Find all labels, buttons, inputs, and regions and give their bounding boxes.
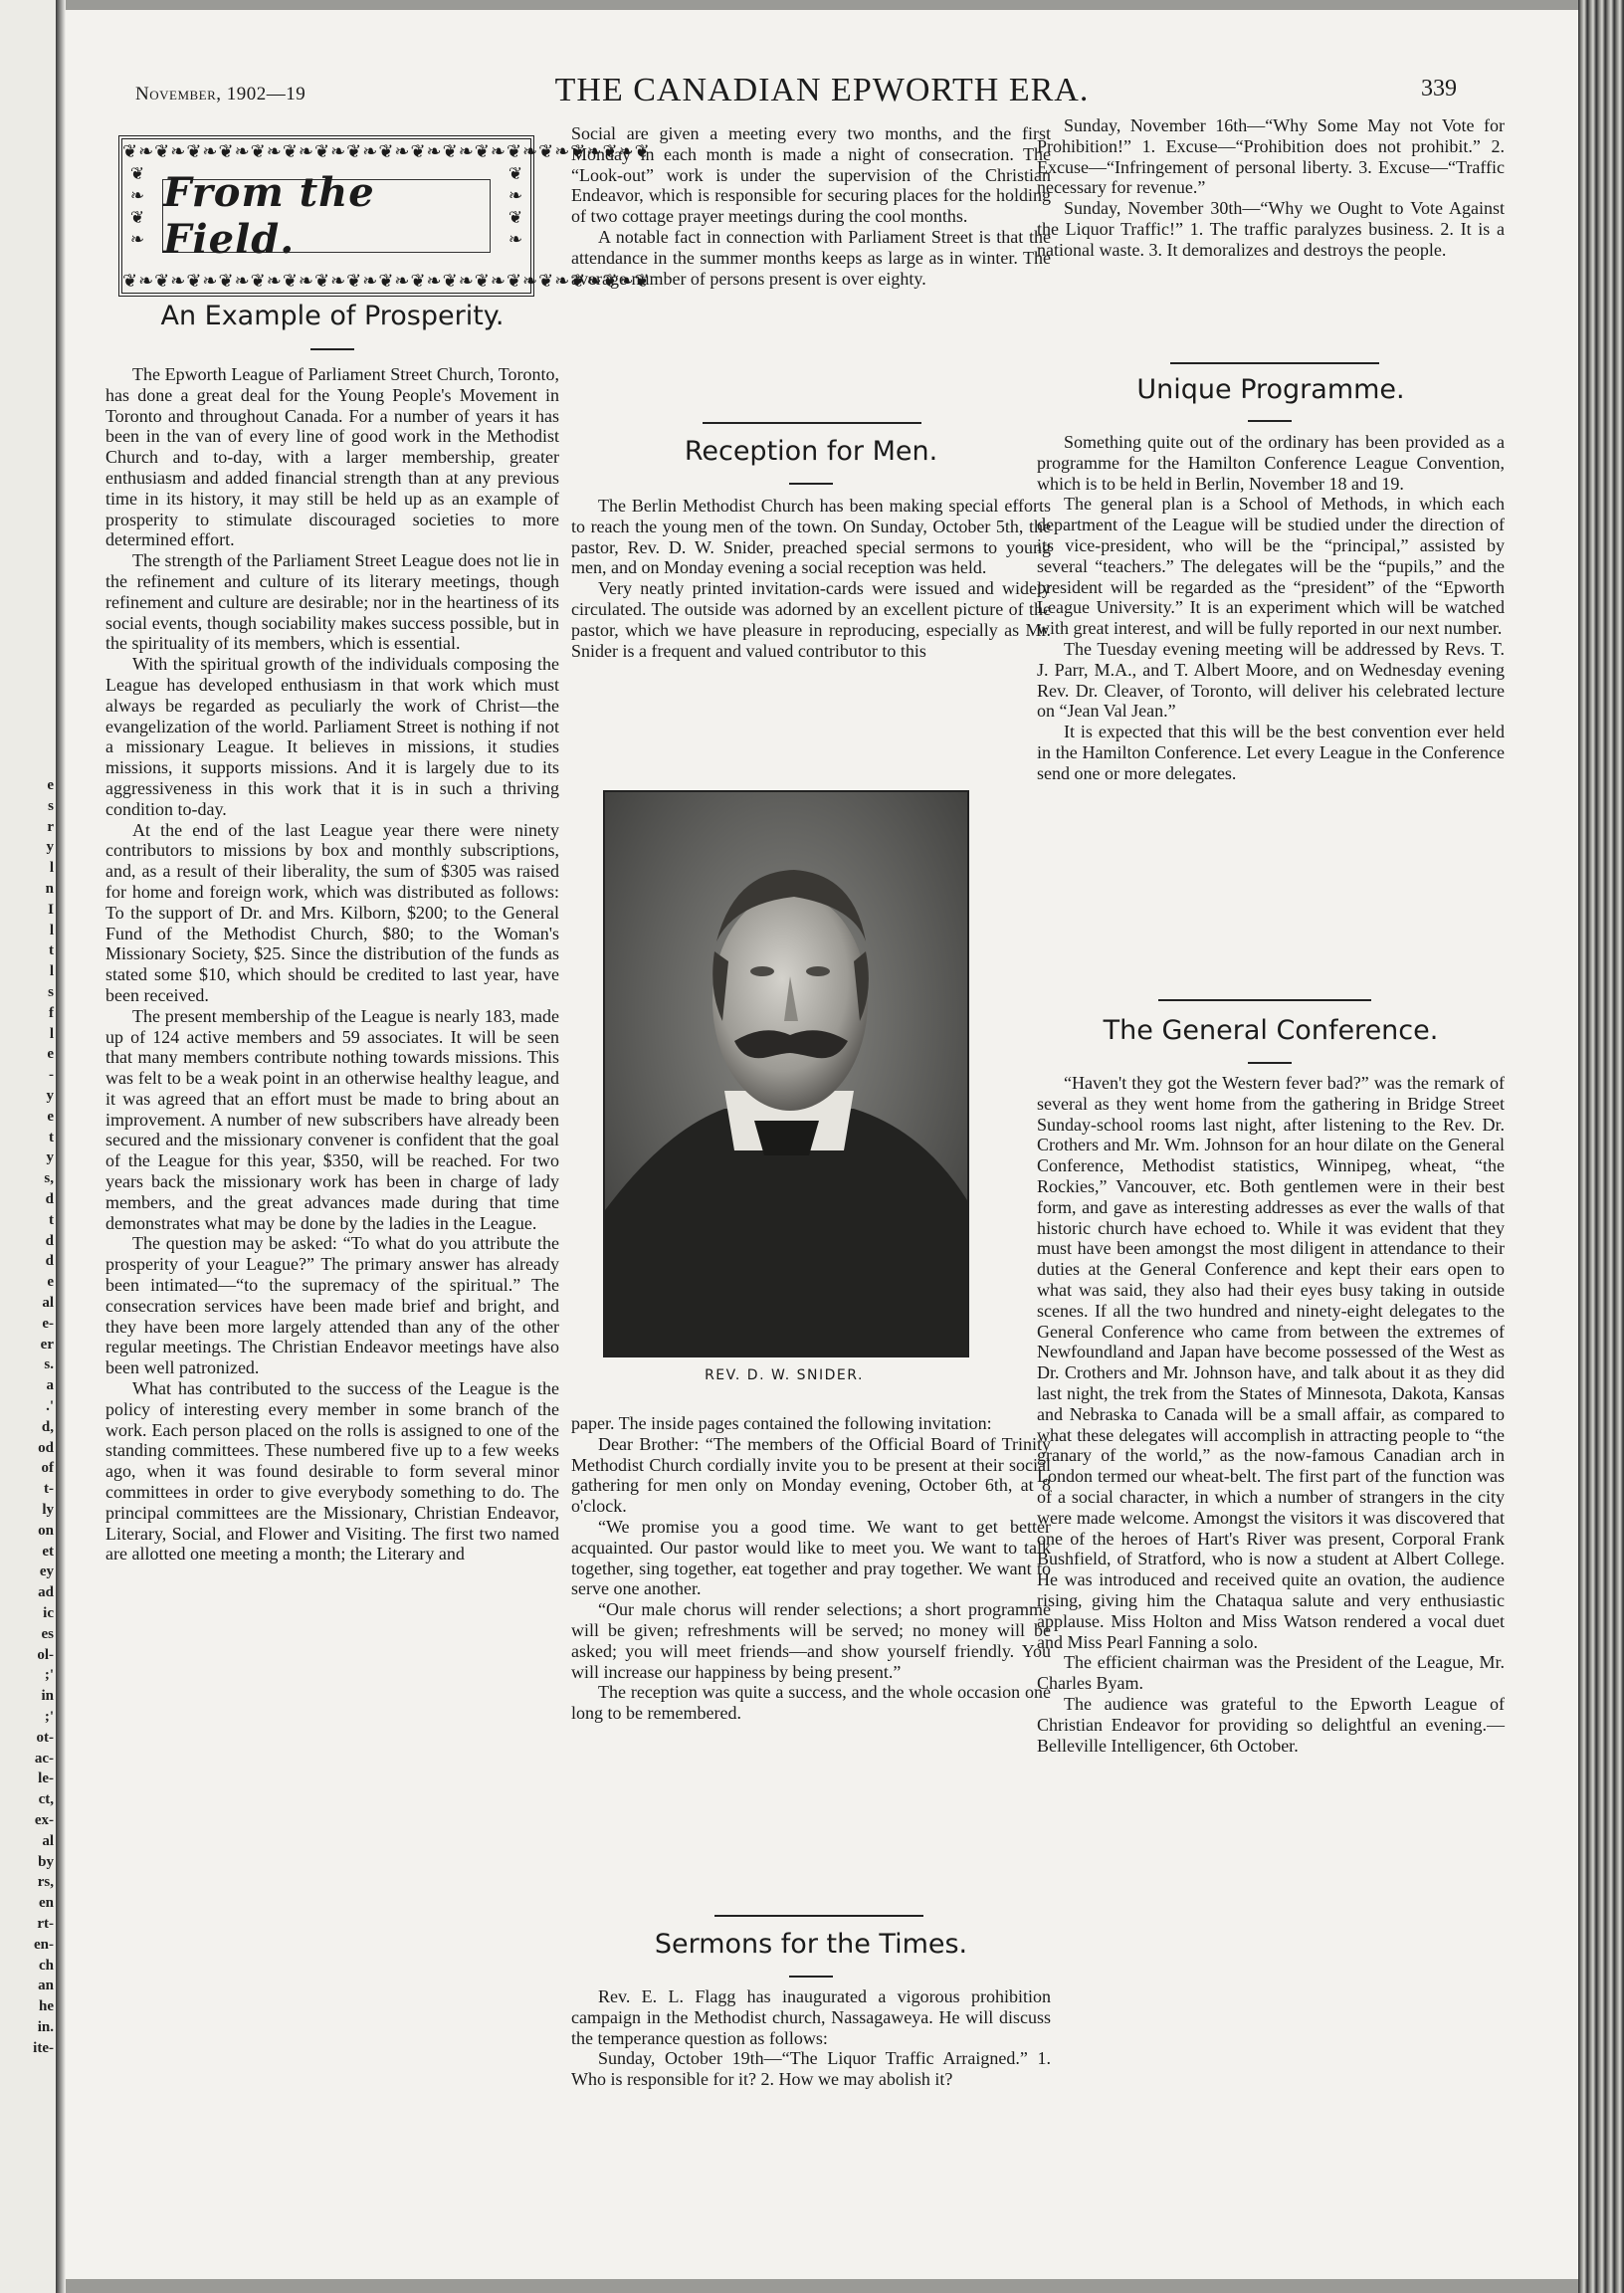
prev-page-fragment: ot- — [36, 1729, 54, 1746]
from-the-field-ornament — [118, 135, 651, 297]
prev-page-fragment: f — [49, 1004, 54, 1021]
paragraph: It is expected that this will be the best convention ever held in the Hamilton Conference. Let every League in the Conference send one or more delegates. — [1037, 722, 1505, 783]
prev-page-fragment: in — [41, 1688, 54, 1705]
portrait-image — [605, 792, 967, 1355]
paragraph: Dear Brother: “The members of the Official Board of Trinity Methodist Church cordially invite you to be present at their social gathering for men only on Monday evening, October 6th, at 8 o'clock. — [571, 1433, 1051, 1517]
prev-page-fragment: y — [46, 1088, 54, 1104]
paragraph: The question may be asked: “To what do you attribute the prosperity of your League?” The primary answer has already been intimated—“to the supremacy of the spiritual.” The consecration services have been made brief and bright, and they have been more largely attended than any of the other regular meetings. The Christian Endeavor meetings have also been well patronized. — [105, 1233, 559, 1378]
section-divider — [703, 422, 921, 424]
article-unique-programme — [1037, 432, 1505, 784]
heading-rule — [310, 348, 354, 350]
prev-page-fragment: e- — [42, 1315, 54, 1332]
prev-page-fragment: ct, — [38, 1791, 54, 1808]
prev-page-fragment: - — [49, 1067, 54, 1084]
article-reception-continued — [571, 1413, 1051, 1724]
paragraph: Social are given a meeting every two months, and the first Monday in each month is made a night of consecration. The “Look-out” work is under the supervision of the Christian Endeavor, which is responsible for securing places for the holding of two cottage prayer meetings during the cool months. — [571, 123, 1051, 227]
paragraph: Something quite out of the ordinary has been provided as a programme for the Hamilton Conference League Convention, which is to be held in Berlin, November 18 and 19. — [1037, 432, 1505, 494]
paragraph: “We promise you a good time. We want to get better acquainted. Our pastor would like to meet you. We want to talk together, sing together, eat together and pray together. We want to serve one another. — [571, 1516, 1051, 1599]
paragraph: At the end of the last League year there were ninety contributors to missions by box and monthly subscriptions, and, as a result of their liberality, the sum of $305 was raised for home and foreign work, which was distributed as follows: To the support of Dr. and Mrs. Kilborn, $200; to the General Fund of the Methodist Church, $80; to the Woman's Missionary Society, $25. Since the distribution of the funds as stated some $10, which should be credited to last year, have been received. — [105, 819, 559, 1005]
prev-page-fragment: a — [46, 1377, 54, 1394]
prev-page-fragment: ic — [43, 1605, 54, 1621]
prev-page-fragment: ch — [39, 1957, 54, 1974]
prev-page-fragment: ;' — [44, 1709, 54, 1725]
paragraph: Rev. E. L. Flagg has inaugurated a vigorous prohibition campaign in the Methodist church, Nassagaweya. He will discuss the temperance question as follows: — [571, 1986, 1051, 2048]
section-divider — [714, 1915, 923, 1917]
paragraph: paper. The inside pages contained the following invitation: — [571, 1413, 992, 1433]
paragraph: The Berlin Methodist Church has been making special efforts to reach the young men of the town. On Sunday, October 5th, the pastor, Rev. D. W. Snider, preached special sermons to young men, and on Monday evening a social reception was held. — [571, 496, 1051, 578]
prev-page-fragment: an — [38, 1978, 54, 1994]
prev-page-fragment: ey — [39, 1563, 54, 1580]
heading-sermons-for-the-times: Sermons for the Times. — [654, 1929, 968, 1960]
paragraph: The reception was quite a success, and the whole occasion one long to be remembered. — [571, 1682, 1051, 1724]
article-general-conference — [1037, 1073, 1505, 1756]
ornament-right-band: ❦ ❧ ❦ ❧ — [508, 164, 523, 249]
previous-page-edge — [0, 0, 59, 2293]
gutter-shadow — [56, 0, 66, 2293]
portrait-photo — [603, 790, 969, 1357]
prev-page-fragment: l — [49, 963, 54, 980]
heading-general-conference: The General Conference. — [1103, 1015, 1439, 1046]
prev-page-fragment: e — [47, 1108, 54, 1125]
paragraph: The Epworth League of Parliament Street Church, Toronto, has done a great deal for the Young People's Movement in Toronto and throughout Canada. For a number of years it has been in the van of every line of good work in the Methodist Church and to-day, with a larger membership, greater enthusiasm and added financial strength than at any previous time in its history, it may still be held up as an example of prosperity to stimulate discouraged societies to more determined effort. — [105, 364, 559, 550]
heading-rule — [1248, 1062, 1292, 1064]
prev-page-fragment: n — [45, 881, 54, 897]
heading-rule — [1248, 420, 1292, 422]
prev-page-fragment: en- — [34, 1936, 54, 1953]
paragraph: What has contributed to the success of the League is the policy of interesting every member in some branch of the work. Each person placed on the rolls is assigned to one of the standing committees. These numbered five up to a few weeks ago, when it was found desirable to form several minor committees in order to give everybody something to do. The principal committees are the Missionary, Christian Endeavor, Literary, Social, and Flower and Visiting. The first two named are allotted one meeting a month; the Literary and — [105, 1378, 559, 1564]
section-title: From the Field. — [163, 169, 375, 263]
paragraph: The audience was grateful to the Epworth League of Christian Endeavor for providing so delightful an evening.—Belleville Intelligencer, 6th October. — [1037, 1693, 1505, 1756]
paragraph: The efficient chairman was the President of the League, Mr. Charles Byam. — [1037, 1652, 1505, 1694]
ornament-bottom-band: ❦❧❦❧❦❧❦❧❦❧❦❧❦❧❦❧❦❧❦❧❦❧❦❧❦❧❦❧❦❧❦❧❦ — [122, 271, 651, 291]
prev-page-fragment: d, — [41, 1418, 54, 1435]
header-date: November, 1902—19 — [135, 84, 306, 104]
ornament-top-band: ❦❧❦❧❦❧❦❧❦❧❦❧❦❧❦❧❦❧❦❧❦❧❦❧❦❧❦❧❦❧❦❧❦ — [122, 141, 651, 161]
prev-page-fragment: .' — [46, 1398, 54, 1414]
paragraph: The present membership of the League is nearly 183, made up of 124 active members and 59 associates. It will be seen that many members contribute nothing towards missions. This was felt to be a weak point in an otherwise healthy league, and it was agreed that an effort must be made to bring about an improvement. A number of new subscribers have already been secured and the missionary convener is confident that the goal of the League for this year, $350, will be reached. For two years back the missionary work has been in charge of lady members, and the great advances made during that time demonstrates what may be done by the ladies in the League. — [105, 1005, 559, 1233]
article-sermons-continued — [1037, 115, 1505, 261]
heading-rule — [789, 1976, 833, 1978]
heading-reception-for-men: Reception for Men. — [684, 436, 938, 467]
prev-page-fragment: rt- — [37, 1916, 54, 1932]
paragraph: With the spiritual growth of the individuals composing the League has developed enthusiasm in that work which must always be regarded as peculiarly the work of Christ—the evangelization of the world. Parliament Street is nothing if not a missionary League. It believes in missions, it studies missions, it supports missions. And it is largely due to its aggressiveness in this work that it is in such a thriving condition to-day. — [105, 654, 559, 819]
prev-page-fragment: et — [42, 1543, 54, 1560]
prev-page-fragment: al — [42, 1295, 54, 1311]
article-reception-for-men — [571, 496, 1051, 661]
prev-page-fragment: ol- — [37, 1646, 54, 1663]
prev-page-fragment: al — [42, 1832, 54, 1849]
prev-page-fragment: t — [49, 1211, 54, 1228]
prev-page-fragment: s — [48, 984, 54, 1000]
prev-page-fragment: en — [39, 1895, 54, 1912]
prev-page-fragment: le- — [38, 1771, 54, 1787]
prev-page-fragment: y — [46, 1149, 54, 1166]
prev-page-fragment: on — [38, 1522, 54, 1539]
prev-page-fragment: l — [49, 1025, 54, 1042]
prev-page-fragment: ex- — [34, 1812, 54, 1828]
prev-page-fragment: in. — [37, 2019, 54, 2035]
section-divider — [1170, 362, 1379, 364]
prev-page-fragment: l — [49, 922, 54, 938]
prev-page-fragment: t- — [44, 1481, 54, 1498]
paragraph: A notable fact in connection with Parliament Street is that the attendance in the summer months keeps as large as in winter. The average number of persons present is over eighty. — [571, 226, 1051, 289]
prev-page-fragment: s. — [44, 1356, 54, 1373]
portrait-caption: REV. D. W. SNIDER. — [705, 1367, 864, 1383]
article-sermons-for-the-times — [571, 1986, 1051, 2090]
prev-page-fragment: t — [49, 1129, 54, 1146]
heading-rule — [789, 483, 833, 485]
ornament-left-band: ❦ ❧ ❦ ❧ — [129, 164, 145, 249]
prev-page-fragment: t — [49, 942, 54, 959]
prev-page-fragment: d — [45, 1191, 54, 1207]
paragraph: The Tuesday evening meeting will be addressed by Revs. T. J. Parr, M.A., and T. Albert Moore, and on Wednesday evening Rev. Dr. Cleaver, of Toronto, will deliver his celebrated lecture on “Jean Val Jean.” — [1037, 638, 1505, 722]
prev-page-fragment: ly — [42, 1502, 54, 1518]
article-social-continued — [571, 123, 1051, 289]
prev-page-fragment: ac- — [34, 1750, 54, 1767]
prev-page-fragment: d — [45, 1232, 54, 1249]
prev-page-fragment: er — [40, 1336, 54, 1353]
heading-example-of-prosperity: An Example of Prosperity. — [160, 301, 505, 331]
prev-page-fragment: by — [38, 1853, 54, 1870]
prev-page-fragment: r — [47, 818, 54, 835]
prev-page-fragment: ;' — [44, 1667, 54, 1684]
prev-page-fragment: es — [41, 1625, 54, 1642]
paragraph: “Our male chorus will render selections; a short programme will be given; refreshments will be served; no money will be asked; you will meet friends—and show yourself friendly. You will increase our happiness by being present.” — [571, 1599, 1051, 1682]
prev-page-fragment: he — [39, 1998, 54, 2015]
prev-page-fragment: e — [47, 1046, 54, 1063]
paragraph: The strength of the Parliament Street League does not lie in the refinement and culture of its literary meetings, though refinement and culture are desirable; nor in the heartiness of its social events, though sociability makes success possible, but in the spirituality of its members, which is essential. — [105, 550, 559, 654]
prev-page-fragment: s, — [44, 1170, 54, 1187]
paragraph: Sunday, November 30th—“Why we Ought to Vote Against the Liquor Traffic!” 1. The traffic paralyzes business. 2. It is a national waste. 3. It demoralizes and destroys the people. — [1037, 198, 1505, 260]
prev-page-fragment: e — [47, 1274, 54, 1291]
prev-page-fragment: y — [46, 839, 54, 856]
running-header — [66, 66, 1578, 115]
paragraph: Very neatly printed invitation-cards were issued and widely circulated. The outside was adorned by an excellent picture of the pastor, which we have pleasure in reproducing, especially as Mr. Snider is a frequent and valued contributor to this — [571, 578, 1051, 661]
prev-page-fragment: I — [48, 901, 54, 918]
prev-page-fragment: ad — [38, 1584, 54, 1601]
header-title: THE CANADIAN EPWORTH ERA. — [554, 72, 1090, 108]
prev-page-fragment: of — [41, 1460, 54, 1477]
prev-page-fragment: od — [38, 1439, 54, 1456]
page-number: 339 — [1421, 76, 1457, 102]
paragraph: The general plan is a School of Methods, in which each department of the League will be studied under the direction of its vice-president, who will be the “principal,” assisted by several “teachers.” The delegates will be the “pupils,” and the president will be regarded as the “president” of the “Epworth League University.” It is an experiment which will be watched with great interest, and will be fully reported in our next number. — [1037, 494, 1505, 639]
section-divider — [1158, 999, 1371, 1001]
paragraph: Sunday, November 16th—“Why Some May not Vote for Prohibition!” 1. Excuse—“Prohibition does not prohibit.” 2. Excuse—“Infringement of personal liberty. 3. Excuse—“Traffic necessary for revenue.” — [1037, 115, 1505, 198]
page-stack-edge — [1578, 0, 1624, 2293]
prev-page-fragment: l — [49, 860, 54, 877]
prev-page-fragment: ite- — [33, 2039, 54, 2056]
newspaper-page — [66, 10, 1578, 2279]
paragraph: Sunday, October 19th—“The Liquor Traffic Arraigned.” 1. Who is responsible for it? 2. How we may abolish it? — [571, 2048, 1051, 2090]
heading-unique-programme: Unique Programme. — [1136, 374, 1405, 405]
prev-page-fragment: s — [48, 797, 54, 814]
prev-page-fragment: rs, — [37, 1874, 54, 1891]
paragraph: “Haven't they got the Western fever bad?” was the remark of several as they went home from the gathering in Bridge Street Sunday-school rooms last night, after listening to the Rev. Dr. Crothers and Mr. Wm. Johnson for an hour dilate on the General Conference, Methodist statistics, Winnipeg, wheat, “the Rockies,” Vancouver, etc. Both gentlemen were in their best form, and gave as interesting addresses as ever the walls of that historic church have echoed to. While it was evident that they must have been amongst the most diligent in attendance to their duties at the General Conference and kept their ears open to what was said, they also had their eyes busy taking in outside scenes. If all the two hundred and ninety-eight delegates to the General Conference who came from between the extremes of Newfoundland and Japan have become possessed of the West as Dr. Crothers and Mr. Johnson have, and talk about it as they did last night, the trek from the States of Minnesota, Dakota, Kansas and Nebraska to Canada will be a small affair, as compared to what these delegates will accomplish in attracting people to “the granary of the world,” as the now-famous Canadian arch in London termed our wheat-belt. The first part of the function was of a social character, in which a number of strangers in the city were made welcome. Amongst the visitors it was discovered that one of the heroes of Hart's River was present, Corporal Frank Bushfield, of Stratford, who is now a student at Albert College. He was introduced and received quite an ovation, the audience rising, giving him the Chataqua salute and very enthusiastic applause. Miss Holton and Miss Watson rendered a vocal duet and Miss Pearl Fanning a solo. — [1037, 1073, 1505, 1652]
prev-page-fragment: e — [47, 777, 54, 793]
article-example-of-prosperity — [105, 364, 559, 1564]
prev-page-fragment: d — [45, 1253, 54, 1270]
ornament-inner-frame — [162, 169, 491, 263]
